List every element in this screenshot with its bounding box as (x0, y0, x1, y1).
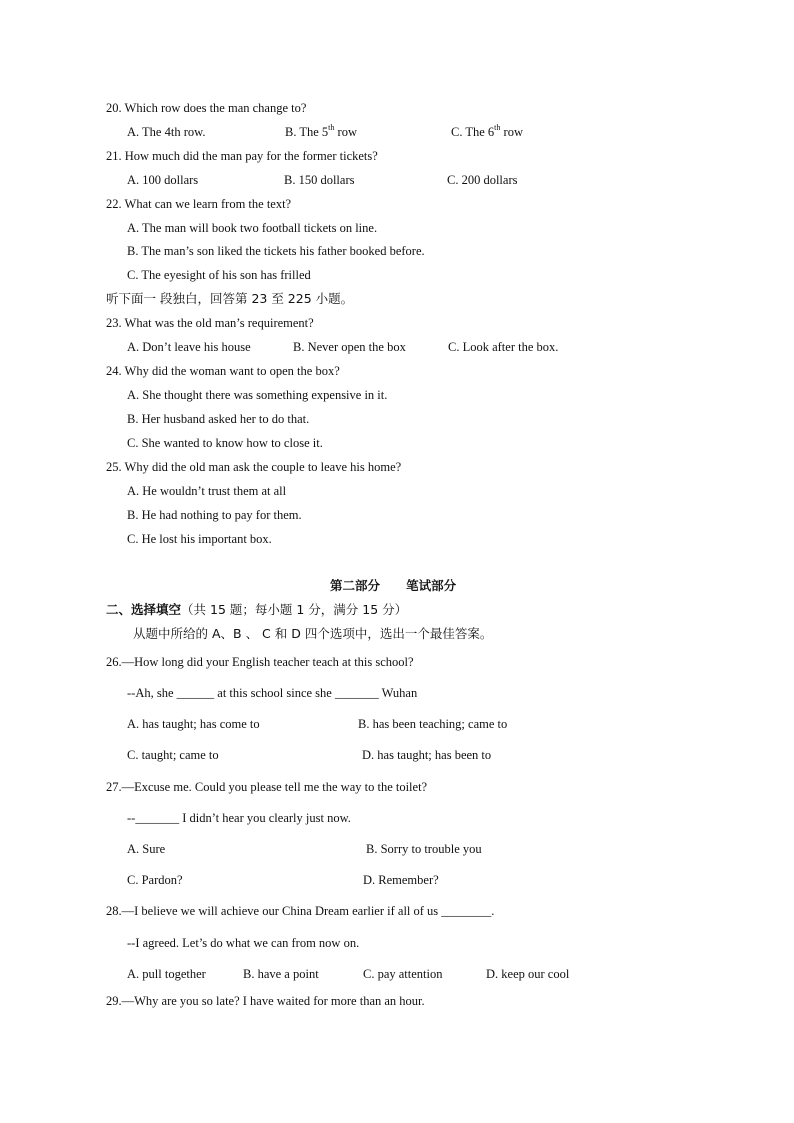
q27-option-d: D. Remember? (363, 873, 439, 887)
q28-option-d: D. keep our cool (486, 967, 570, 981)
section2-instruction: 从题中所给的 A、B 、 C 和 D 四个选项中，选出一个最佳答案。 (133, 626, 493, 641)
q24-option-b: B. Her husband asked her to do that. (127, 412, 310, 426)
q22-option-c: C. The eyesight of his son has frilled (127, 268, 311, 282)
q29-stem: 29.—Why are you so late? I have waited for more than an hour. (106, 994, 425, 1008)
q26-option-c: C. taught; came to (127, 748, 219, 762)
q25-option-b: B. He had nothing to pay for them. (127, 508, 302, 522)
q23-option-b: B. Never open the box (293, 340, 406, 354)
q23-option-c: C. Look after the box. (448, 340, 559, 354)
q27-reply: --_______ I didn’t hear you clearly just now. (127, 811, 351, 825)
q28-reply: --I agreed. Let’s do what we can from now on. (127, 936, 360, 950)
part2-title: 第二部分 笔试部分 (330, 578, 457, 593)
q28-stem: 28.—I believe we will achieve our China Dream earlier if all of us ________. (106, 904, 495, 918)
q27-stem: 27.—Excuse me. Could you please tell me the way to the toilet? (106, 780, 428, 794)
q26-reply: --Ah, she ______ at this school since she _______ Wuhan (127, 686, 418, 700)
q26-option-d: D. has taught; has been to (362, 748, 492, 762)
q25-stem: 25. Why did the old man ask the couple to leave his home? (106, 460, 402, 474)
q25-option-c: C. He lost his important box. (127, 532, 272, 546)
q20-option-c: C. The 6th row (451, 122, 523, 139)
q20-option-b: B. The 5th row (285, 122, 357, 139)
q22-option-a: A. The man will book two football tickets on line. (127, 221, 378, 235)
section2-heading (106, 602, 407, 618)
q21-option-c: C. 200 dollars (447, 173, 518, 187)
q26-stem: 26.—How long did your English teacher teach at this school? (106, 655, 414, 669)
listening-instruction: 听下面一 段独白，回答第 23 至 225 小题。 (106, 291, 354, 306)
q21-stem: 21. How much did the man pay for the former tickets? (106, 149, 378, 163)
q28-option-c: C. pay attention (363, 967, 443, 981)
q25-option-a: A. He wouldn’t trust them at all (127, 484, 287, 498)
q24-stem: 24. Why did the woman want to open the box? (106, 364, 340, 378)
q27-option-a: A. Sure (127, 842, 166, 856)
q20-stem: 20. Which row does the man change to? (106, 101, 307, 115)
q23-stem: 23. What was the old man’s requirement? (106, 316, 314, 330)
q20-option-a: A. The 4th row. (127, 125, 206, 139)
section2-note: （共 15 题；每小题 1 分，满分 15 分） (181, 602, 408, 617)
q27-option-c: C. Pardon? (127, 873, 183, 887)
q24-option-c: C. She wanted to know how to close it. (127, 436, 323, 450)
q28-option-b: B. have a point (243, 967, 319, 981)
q26-option-b: B. has been teaching; came to (358, 717, 508, 731)
q28-option-a: A. pull together (127, 967, 206, 981)
q27-option-b: B. Sorry to trouble you (366, 842, 482, 856)
q26-option-a: A. has taught; has come to (127, 717, 260, 731)
q22-option-b: B. The man’s son liked the tickets his father booked before. (127, 244, 425, 258)
q21-option-a: A. 100 dollars (127, 173, 199, 187)
q24-option-a: A. She thought there was something expensive in it. (127, 388, 388, 402)
q22-stem: 22. What can we learn from the text? (106, 197, 292, 211)
q23-option-a: A. Don’t leave his house (127, 340, 251, 354)
q21-option-b: B. 150 dollars (284, 173, 355, 187)
section2-title: 二、选择填空 (106, 602, 182, 617)
